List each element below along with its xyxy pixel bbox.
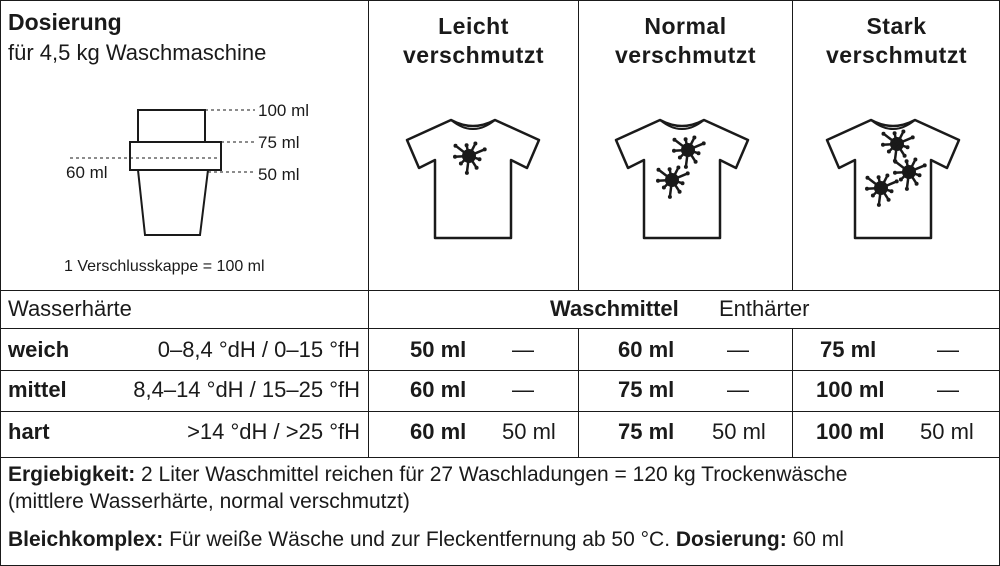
detergent-dose: 60 ml [410, 419, 467, 444]
bleach-dosage-value: 60 ml [792, 528, 844, 551]
divider [0, 457, 1000, 458]
softener-dose: — [937, 377, 959, 402]
yield-line [8, 461, 847, 488]
column-header-light: Leicht verschmutzt [403, 13, 544, 68]
hardness-row-range: 8,4–14 °dH / 15–25 °fH [133, 377, 360, 402]
hardness-row-range: 0–8,4 °dH / 0–15 °fH [157, 337, 360, 362]
bleach-line [8, 526, 844, 553]
yield-note: (mittlere Wasserhärte, normal verschmutzt) [8, 490, 410, 513]
divider [0, 411, 1000, 412]
bleach-label: Bleichkomplex: [8, 528, 164, 551]
column-header-normal: Normal verschmutzt [615, 13, 756, 68]
yield-label: Ergiebigkeit: [8, 463, 136, 486]
hardness-row-name: mittel [8, 377, 67, 402]
dosage-title: Dosierung [8, 9, 122, 35]
divider [578, 328, 579, 457]
detergent-dose: 75 ml [820, 337, 877, 362]
water-hardness-label: Wasserhärte [8, 296, 132, 321]
divider [792, 328, 793, 457]
divider [0, 290, 1000, 291]
cup-mark-60: 60 ml [66, 163, 108, 182]
hardness-row-name: weich [8, 337, 70, 362]
detergent-dose: 75 ml [618, 377, 675, 402]
softener-dose: 50 ml [920, 419, 974, 444]
tshirt-three-stains-icon [823, 110, 963, 250]
softener-dose: — [937, 337, 959, 362]
detergent-dose: 100 ml [816, 419, 885, 444]
softener-dose: 50 ml [502, 419, 556, 444]
bleach-dosage-label: Dosierung: [675, 528, 787, 551]
detergent-dose: 100 ml [816, 377, 885, 402]
softener-dose: — [727, 377, 749, 402]
cup-mark-75: 75 ml [258, 133, 300, 152]
tshirt-two-stains-icon [612, 110, 752, 250]
divider [0, 328, 1000, 329]
dosage-subtitle: für 4,5 kg Waschmaschine [8, 40, 267, 65]
softener-dose: — [512, 337, 534, 362]
detergent-dose: 60 ml [618, 337, 675, 362]
column-header-heavy: Stark verschmutzt [826, 13, 967, 68]
yield-text: 2 Liter Waschmittel reichen für 27 Waschladungen = 120 kg Trockenwäsche [141, 463, 848, 486]
cup-mark-50: 50 ml [258, 165, 300, 184]
tshirt-one-stain-icon [403, 110, 543, 250]
detergent-dose: 75 ml [618, 419, 675, 444]
detergent-dose: 60 ml [410, 377, 467, 402]
cup-mark-100: 100 ml [258, 101, 310, 120]
detergent-label: Waschmittel [550, 296, 679, 321]
softener-label: Enthärter [719, 296, 810, 321]
cap-note: 1 Verschlusskappe = 100 ml [64, 258, 265, 275]
softener-dose: — [727, 337, 749, 362]
divider [0, 370, 1000, 371]
softener-dose: 50 ml [712, 419, 766, 444]
hardness-row-range: >14 °dH / >25 °fH [187, 419, 360, 444]
bleach-text: Für weiße Wäsche und zur Fleckentfernung ab 50 °C. [169, 528, 671, 551]
hardness-row-name: hart [8, 419, 50, 444]
measuring-cap-icon [0, 0, 370, 290]
softener-dose: — [512, 377, 534, 402]
detergent-dose: 50 ml [410, 337, 467, 362]
